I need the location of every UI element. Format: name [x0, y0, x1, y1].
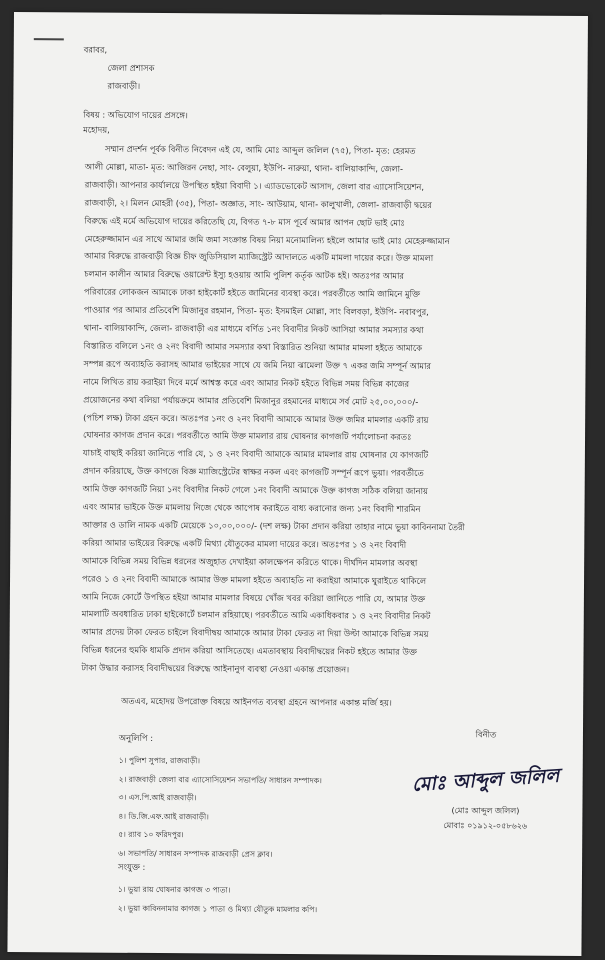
handwritten-signature: মোঃ আব্দুল জলিল — [411, 764, 560, 796]
enclosure-list — [118, 882, 318, 921]
body-line: আক্তার ও ডালি নামক একটি মেয়েকে ১০,০০,০০০/- (দশ লক্ষ) টাকা প্রদান করিয়া তাহার নামে ভুয়া কাবিননামা তৈরী — [82, 519, 465, 533]
body-line: নামে লিখিত রায় করাইয়া দিবে মর্মে আশ্বস্ত করে এবং আমার নিকট হইতে বিভিন্ন সময় বিভিন্ন কাজের — [83, 376, 410, 389]
cc-item: ২। রাজবাড়ী জেলা বার এ্যাসোসিয়েশন সভাপতি/ সাধারন সম্পাদক। — [118, 774, 322, 785]
body-line: টাকা উদ্ধার করাসহ বিবাদীদ্বয়ের বিরুদ্ধে আইনানুগ ব্যবস্থা নেওয়া একান্ত প্রয়োজন। — [81, 662, 350, 675]
body-line: বিরুদ্ধে এই মর্মে অভিযোগ দায়ের করিতেছি যে, বিগত ৭-৮ মাস পূর্বে আমার আপন ছোট ভাই মোঃ — [84, 215, 405, 228]
letter-page — [7, 12, 588, 956]
body-line: (পচিশ লক্ষ) টাকা গ্রহন করে। অতঃপর ১নং ও ২নং বিবাদী আমাকে আমার উক্ত জমির মামলার একটি রায় — [83, 411, 429, 425]
body-line: পরিবারের লোকজন আমাকে ঢাকা হাইকোর্ট হইতে জামিনের ব্যবস্থা করে। পরবর্তীতে আমি জামিনে মুক্তি — [84, 286, 421, 300]
body-line: পরেও ১ ও ২নং বিবাদী আমাকে আমার উক্ত মামলা হইতে অব্যাহতি না করাইয়া আমাকে ঘুরাইতে থাকিলে — [82, 573, 427, 586]
body-line: আমার বিরুদ্ধে রাজবাড়ী বিজ্ঞ চীফ জুডিসিয়াল ম্যাজিস্ট্রেট আদালতে একটি মামলা দায়ের করে। উক্ত মামলা — [84, 250, 434, 264]
body-line: আমার প্রদেয় টাকা ফেরত চাইলে বিবাদীদ্বয় আমাকে আমার টাকা ফেরত না দিয়া উল্টা আমাকে বিভিন্ন সময় — [81, 626, 429, 640]
body-line: চলমান কালীন আমার বিরুদ্ধে ওয়ারেন্ট ইস্যু হওয়ায় আমি পুলিশ কর্তৃক আটক হই। অতঃপর আমার — [84, 268, 405, 282]
body-line: মামলাটি অবধারিত ঢাকা হাইকোর্টে চলমান রহিয়াছে। পরবর্তীতে আমি একাধিকবার ১ ও ২নং বিবাদীর নিকট — [81, 608, 431, 622]
body-line: আমি নিজে কোর্টে উপস্থিত হইয়া আমার মামলার বিষয়ে খোঁজ খবর করিয়া জানিতে পারি যে, আমার উক্ত — [81, 590, 426, 604]
body-line: এবং আমার ভাইকে উক্ত মামলায় নিজে থেকে আপোষ করাইতে বাধ্য করানোর জন্য ১নং বিবাদী শারমিন — [82, 501, 421, 514]
cc-item: ৩। এস.পি.আই রাজবাড়ী। — [118, 792, 197, 803]
body-line: সম্মান প্রদর্শন পূর্বক বিনীত নিবেদন এই যে, আমি মোঃ আব্দুল জলিল (৭৫), পিতা- মৃত: হেরমত — [105, 143, 416, 156]
cc-item: ৫। র‌্যাব ১০ ফরিদপুর। — [118, 829, 184, 840]
body-line: মেহেরুজ্জামান এর সাথে আমার জমি জমা সংক্রান্ত বিষয় নিয়া মনোমালিন্য হইলে আমার ভাই মোঃ মেহেরুজ্জামান — [84, 232, 450, 246]
signer-name: (মোঃ আব্দুল জলিল) — [451, 806, 520, 816]
body-line: সম্পন্ন রূপে অব্যাহতি করাসহ আমার ভাইয়ের সাথে যে জমি নিয়া ঝামেলা উক্ত ৭ একর জমি সম্পূর্ন আমার — [83, 358, 432, 371]
signer-phone: মোবাঃ ০১৯১২-০৫৮৬২৬ — [443, 821, 528, 831]
body-line: প্রয়োজনের কথা বলিয়া পর্যায়ক্রমে আমার প্রতিবেশি মিজানুর রহমানের মাধ্যমে সর্ব মোট ২৫,০০,০০০/- — [83, 394, 419, 407]
signature-block — [410, 727, 561, 834]
cc-item: ১। পুলিশ সুপার, রাজবাড়ী। — [118, 755, 201, 766]
closing-word: বিনীত — [475, 729, 497, 740]
enclosure-item: ১। ভুয়া রায় ঘোষনার কাগজ ৩ পাতা। — [117, 884, 231, 895]
letter-body — [81, 142, 575, 675]
enclosure-item: ২। ভুয়া কাবিননামার কাগজ ১ পাতা ও মিথ্যা যৌতুক মামলার কপি। — [117, 903, 318, 915]
body-line: আলী মোল্লা, মাতা- মৃত: আজিরন নেছা, সাং- বেলুয়া, ইউপি- নারুয়া, থানা- বালিয়াকান্দি, জেলা- — [84, 161, 404, 174]
body-line: আমি উক্ত কাগজটি নিয়া ১নং বিবাদীর নিকট গেলে ১নং বিবাদী আমাকে উক্ত কাগজ সঠিক বলিয়া জানায় — [82, 483, 428, 496]
recipient-district: রাজবাড়ী। — [107, 80, 141, 91]
prayer-line: অতএব, মহোদয় উপরোক্ত বিষয়ে আইনগত ব্যবস্থা গ্রহনে আপনার একান্ত মর্জি হয়। — [121, 695, 392, 708]
cc-list — [118, 753, 322, 865]
body-line: পাওয়ার পর আমার প্রতিবেশি মিজানুর রহমান, পিতা- মৃত: ইসমাইল মোল্লা, সাং বিলবড়া, ইউপি- নবাবপুর, — [83, 304, 429, 317]
body-line: বিস্তারিত বলিলে ১নং ও ২নং বিবাদী আমার সমস্যার কথা বিস্তারিত শুনিয়া আমার মামলা হইতে আমাকে — [83, 340, 423, 353]
recipient-prefix: বরাবর, — [83, 44, 108, 55]
cc-item: ৬। সভাপতি/ সাধারন সম্পাদক রাজবাড়ী প্রেস ক্লাব। — [118, 848, 273, 859]
margin-mark — [34, 38, 64, 40]
body-line: বিভিন্ন ধরনের হুমকি ধামকি প্রদান করিয়া আসিতেছে। এমতাবস্থায় বিবাদীদ্বয়ের নিকট হইতে আমার উক্ত — [81, 644, 417, 658]
recipient-office: জেলা প্রশাসক — [107, 62, 155, 73]
body-line: রাজবাড়ী, ২। মিলন মোহরী (৩৫), পিতা- অজ্ঞাত, সাং- আউয়াম, থানা- কালুখালী, জেলা- রাজবাড়ী দ্বয়ের — [84, 197, 432, 210]
salutation: মহোদয়, — [83, 124, 110, 135]
body-line: থানা- বালিয়াকান্দি, জেলা- রাজবাড়ী এর মাধ্যমে বর্ণিত ১নং বিবাদীর নিকট আসিয়া আমার সমস্যার কথা — [83, 322, 424, 335]
recipient-block — [83, 42, 154, 96]
subject-line: বিষয় : অভিযোগ দায়ের প্রসঙ্গে। — [83, 109, 188, 121]
enclosure-heading: সংযুক্ত : — [118, 861, 146, 872]
cc-item: ৪। ডি.জি.এফ.আই রাজবাড়ী। — [118, 811, 209, 821]
body-line: রাজবাড়ী। আপনার কার্যালয়ে উপস্থিত হইয়া বিবাদী ১। এ্যাডভোকেট আসাদ, জেলা বার এ্যাসোসিয়েশন, — [84, 179, 425, 192]
body-line: যাচাই বাছাই করিয়া জানিতে পারি যে, ১ ও ২নং বিবাদী আমাকে আমার মামলার রায় ঘোষনার যে কাগজটি — [82, 447, 429, 461]
body-line: আমাকে বিভিন্ন সময় বিভিন্ন ধরনের অজুহাত দেখাইয়া কালক্ষেপন করিতে থাকে। দীর্ঘদিন মামলার অবস্থা — [82, 555, 418, 568]
body-line: করিয়া আমার ভাইয়ের বিরুদ্ধে একটি মিথ্যা যৌতুকের মামলা দায়ের করে। অতঃপর ১ ও ২নং বিবাদী — [82, 537, 407, 550]
cc-heading: অনুলিপি : — [118, 732, 154, 743]
body-line: প্রদান করিয়াছে, উক্ত কাগজে বিজ্ঞ ম্যাজিস্ট্রেটের স্বাক্ষর নকল এবং কাগজটি সম্পূর্ন রূপে ভুয়া। পরবর্তীতে — [82, 465, 424, 479]
body-line: ঘোষনার কাগজ প্রদান করে। পরবর্তীতে আমি উক্ত মামলার রায় ঘোষনার কাগজটি পর্যালোচনা করতঃ — [83, 429, 412, 443]
